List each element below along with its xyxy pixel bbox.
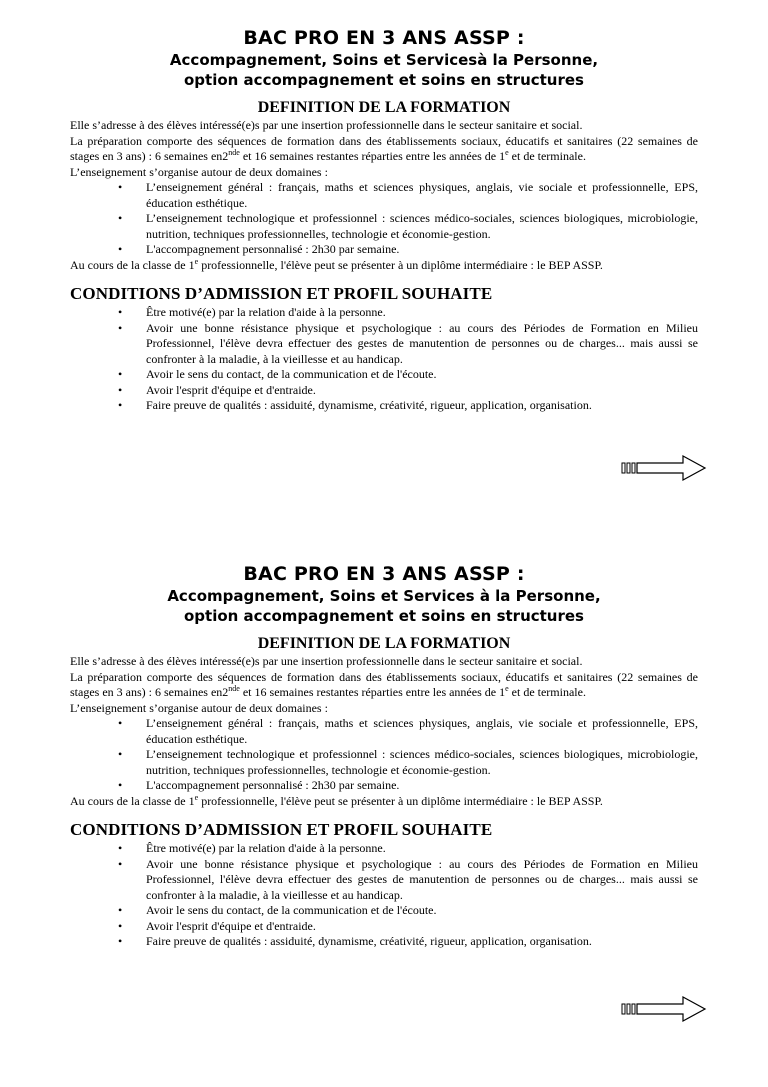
bullet: • (118, 934, 123, 948)
conditions-list (70, 305, 698, 414)
list-item: • Faire preuve de qualités : assiduité, dynamisme, créativité, rigueur, application, organisation. (118, 398, 592, 412)
domains-list (70, 716, 698, 794)
conditions-list (70, 841, 698, 950)
domains-intro: L’enseignement s’organise autour de deux domaines : (70, 164, 328, 179)
bullet: • (118, 398, 123, 412)
doc-subtitle-line-2: option accompagnement et soins en structures (184, 71, 584, 89)
list-item: • Faire preuve de qualités : assiduité, dynamisme, créativité, rigueur, application, organisation. (118, 934, 592, 948)
list-item: • Avoir l'esprit d'équipe et d'entraide. (118, 918, 316, 933)
intro-paragraph: Elle s’adresse à des élèves intéressé(e)s par une insertion professionnelle dans le secteur sanitaire et social. (70, 118, 583, 132)
bep-paragraph: Au cours de la classe de 1e professionnelle, l'élève peut se présenter à un diplôme intermédiaire : le BEP ASSP. (70, 256, 603, 272)
bullet: • (118, 856, 123, 871)
bullet: • (118, 778, 123, 792)
formation-sheet-2 (70, 562, 698, 950)
list-item: • L’enseignement technologique et professionnel : sciences médico-sociales, sciences biologiques, microbiologie, nutrition, techniques professionnelles, technologie et économie-gestion. (118, 747, 698, 777)
list-item: • L’enseignement général : français, maths et sciences physiques, anglais, vie sociale et professionnelle, EPS, éducation esthétique. (118, 180, 698, 210)
right-arrow-icon[interactable] (621, 454, 707, 482)
list-item: • Être motivé(e) par la relation d'aide à la personne. (118, 305, 386, 319)
bullet: • (118, 367, 123, 381)
conditions-heading: CONDITIONS D’ADMISSION ET PROFIL SOUHAITE (70, 820, 493, 839)
bullet: • (118, 382, 123, 397)
bullet: • (118, 841, 123, 855)
list-item: • Avoir une bonne résistance physique et psychologique : au cours des Périodes de Formation en Milieu Professionnel, l'élève devra effectuer des gestes de manutention de personnes ou de charges... mais aussi se confronter à la maladie, à la vieillesse et au handicap. (118, 856, 698, 902)
doc-subtitle-line-1: Accompagnement, Soins et Services à la Personne, (167, 587, 601, 605)
preparation-paragraph: La préparation comporte des séquences de formation dans des établissements sociaux, éducatifs et sanitaires (22 semaines de stages en 3 ans) : 6 semaines en2nde et 16 semaines restantes réparties entre les années de 1e et de terminale. (70, 133, 698, 163)
list-item: • Avoir l'esprit d'équipe et d'entraide. (118, 382, 316, 397)
conditions-heading: CONDITIONS D’ADMISSION ET PROFIL SOUHAITE (70, 284, 493, 303)
doc-title: BAC PRO EN 3 ANS ASSP : (243, 563, 525, 585)
bullet: • (118, 211, 123, 225)
bullet: • (118, 320, 123, 335)
domains-list (70, 180, 698, 258)
bullet: • (118, 903, 123, 917)
list-item: • L’enseignement technologique et professionnel : sciences médico-sociales, sciences biologiques, microbiologie, nutrition, techniques professionnelles, technologie et économie-gestion. (118, 211, 698, 241)
list-item: • Avoir une bonne résistance physique et psychologique : au cours des Périodes de Formation en Milieu Professionnel, l'élève devra effectuer des gestes de manutention de personnes ou de charges... mais aussi se confronter à la maladie, à la vieillesse et au handicap. (118, 320, 698, 366)
doc-subtitle-line-1: Accompagnement, Soins et Servicesà la Personne, (169, 51, 599, 69)
right-arrow-icon[interactable] (621, 995, 707, 1023)
definition-heading: DEFINITION DE LA FORMATION (257, 635, 511, 652)
bullet: • (118, 180, 123, 194)
bep-paragraph: Au cours de la classe de 1e professionnelle, l'élève peut se présenter à un diplôme intermédiaire : le BEP ASSP. (70, 792, 603, 808)
list-item: • Être motivé(e) par la relation d'aide à la personne. (118, 841, 386, 855)
bullet: • (118, 716, 123, 730)
domains-intro: L’enseignement s’organise autour de deux domaines : (70, 700, 328, 715)
list-item: • Avoir le sens du contact, de la communication et de l'écoute. (118, 903, 437, 917)
intro-paragraph: Elle s’adresse à des élèves intéressé(e)s par une insertion professionnelle dans le secteur sanitaire et social. (70, 654, 583, 668)
bullet: • (118, 747, 123, 761)
doc-subtitle-line-2: option accompagnement et soins en structures (184, 607, 584, 625)
list-item: • L'accompagnement personnalisé : 2h30 par semaine. (118, 242, 400, 256)
bullet: • (118, 918, 123, 933)
list-item: • Avoir le sens du contact, de la communication et de l'écoute. (118, 367, 437, 381)
doc-title: BAC PRO EN 3 ANS ASSP : (243, 27, 525, 49)
bullet: • (118, 305, 123, 319)
preparation-paragraph: La préparation comporte des séquences de formation dans des établissements sociaux, éducatifs et sanitaires (22 semaines de stages en 3 ans) : 6 semaines en2nde et 16 semaines restantes réparties entre les années de 1e et de terminale. (70, 669, 698, 699)
bullet: • (118, 242, 123, 256)
list-item: • L’enseignement général : français, maths et sciences physiques, anglais, vie sociale et professionnelle, EPS, éducation esthétique. (118, 716, 698, 746)
definition-heading: DEFINITION DE LA FORMATION (257, 99, 511, 116)
list-item: • L'accompagnement personnalisé : 2h30 par semaine. (118, 778, 400, 792)
formation-sheet-1 (70, 26, 698, 414)
